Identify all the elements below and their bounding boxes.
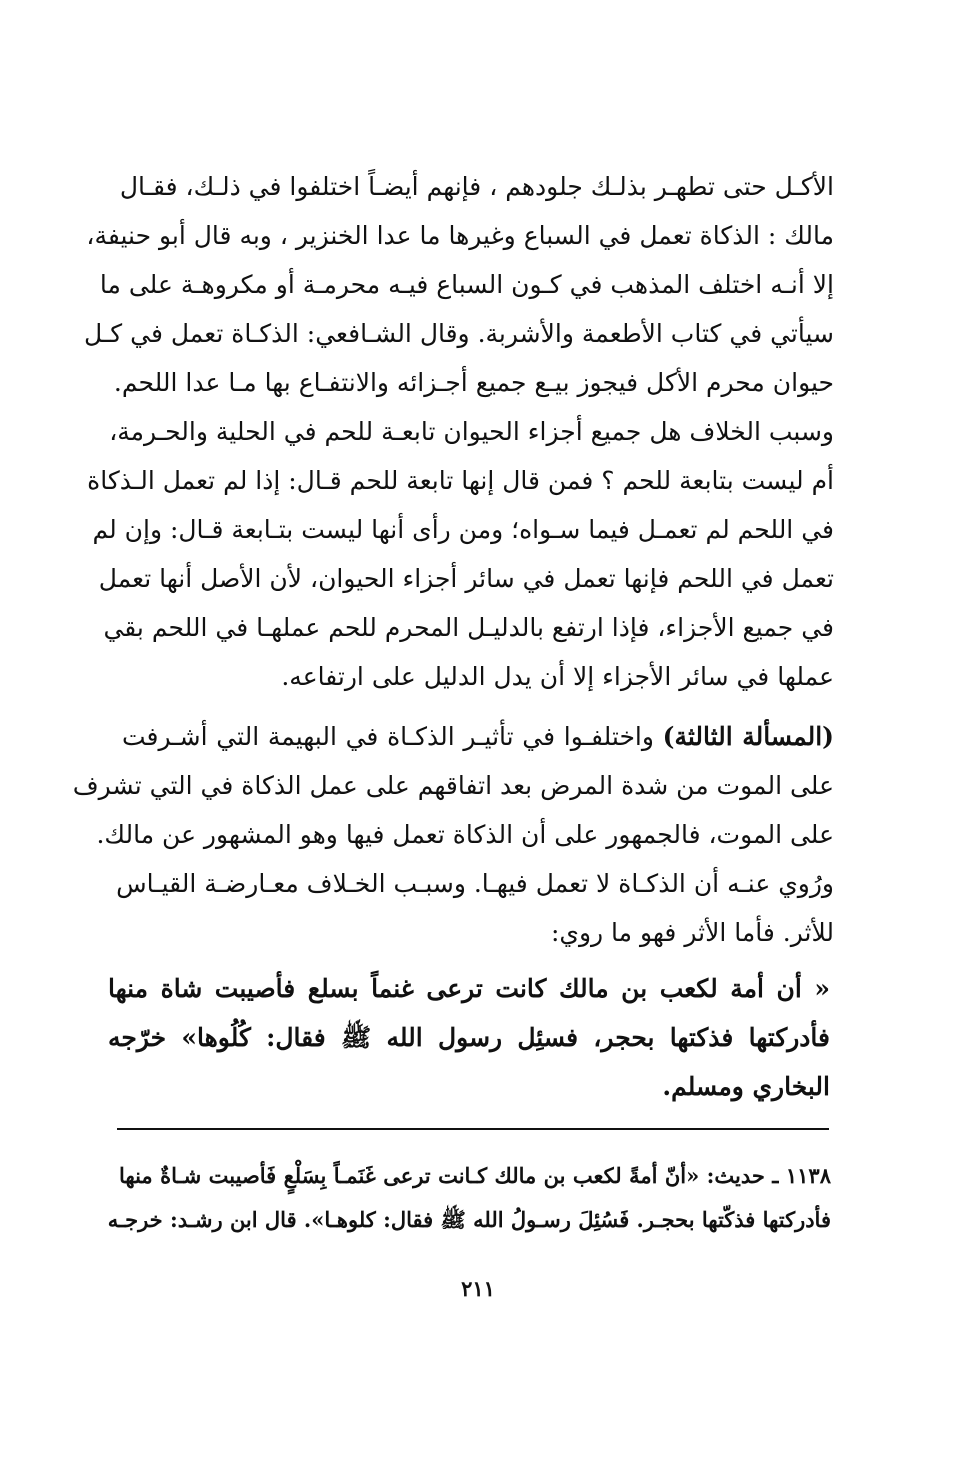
hadith-line-3: البخاري ومسلم. xyxy=(662,1072,830,1101)
footnote-line-1: ١١٣٨ ـ حديث: «أنّ أمةً لكعب بن مالك كـانت ترعى غَنَمـاً بِسَلْعٍ فَأصيبت شـاةٌ منها xyxy=(119,1163,831,1188)
section-line-4: ورُوي عنـه أن الذكـاة لا تعمل فيهـا. وسبـب الخـلاف معـارضـة القيـاس xyxy=(116,869,834,898)
section-line-3: على الموت، فالجمهور على أن الذكاة تعمل فيها وهو المشهور عن مالك. xyxy=(96,820,834,849)
hadith-line-1: « أن أمة لكعب بن مالك كانت ترعى غنماً بسلع فأصيبت شاة منها xyxy=(108,974,830,1003)
body-line-3: إلا أنـه اختلف المذهب في كـون السباع فيـه محرمـة أو مكروهـة على ما xyxy=(99,270,834,299)
section-line-5: للأثر. فأما الأثر فهو ما روي: xyxy=(550,918,834,947)
body-line-7: أم ليست بتابعة للحم ؟ فمن قال إنها تابعة للحم قـال: إذا لم تعمل الـذكاة xyxy=(87,466,834,495)
footnote-separator xyxy=(117,1128,829,1130)
body-line-2: مالك : الذكاة تعمل في السباع وغيرها ما عدا الخنزير ، وبه قال أبو حنيفة، xyxy=(86,221,834,250)
body-line-8: في اللحم لم تعمـل فيما سـواه؛ ومن رأى أنها ليست بتـابعة قـال: وإن لم xyxy=(92,515,834,544)
section-line-1-text: واختلفـوا في تأثيـر الذكـاة في البهيمة التي أشـرفت xyxy=(122,722,663,751)
section-line-1 xyxy=(122,714,834,760)
footnote-line-2: فأدركتها فذكّتها بحجـر. فَسُئِلَ رسـولُ الله ﷺ فقال: كلوهـا». قال ابن رشـد: خرجـه xyxy=(107,1207,831,1232)
body-line-1: الأكـل حتى تطهـر بذلـك جلودهم ، فإنهم أيضـاً اختلفوا في ذلـك، فقـال xyxy=(119,172,834,201)
section-title: (المسألة الثالثة) xyxy=(662,722,834,751)
body-line-9: تعمل في اللحم فإنها تعمل في سائر أجزاء الحيوان، لأن الأصل أنها تعمل xyxy=(98,564,834,593)
hadith-line-2: فأدركتها فذكتها بحجر، فسئِل رسول الله ﷺ فقال: كُلُوها» خرّجه xyxy=(108,1023,830,1052)
body-line-5: حيوان محرم الأكل فيجوز بيـع جميع أجـزائه والانتفـاع بها مـا عدا اللحم. xyxy=(113,368,834,397)
page-number: ٢١١ xyxy=(461,1276,495,1301)
section-line-2: على الموت من شدة المرض بعد اتفاقهم على عمل الذكاة في التي تشرف xyxy=(72,771,834,800)
body-line-10: في جميع الأجزاء، فإذا ارتفع بالدليـل المحرم للحم عملهـا في اللحم بقي xyxy=(103,613,834,642)
body-line-4: سيأتي في كتاب الأطعمة والأشربة. وقال الشـافعي: الذكـاة تعمل في كـل xyxy=(84,319,834,348)
body-line-6: وسبب الخلاف هل جميع أجزاء الحيوان تابعـة للحم في الحلية والحـرمة، xyxy=(109,417,834,446)
body-line-11: عملها في سائر الأجزاء إلا أن يدل الدليل على ارتفاعه. xyxy=(281,662,834,691)
